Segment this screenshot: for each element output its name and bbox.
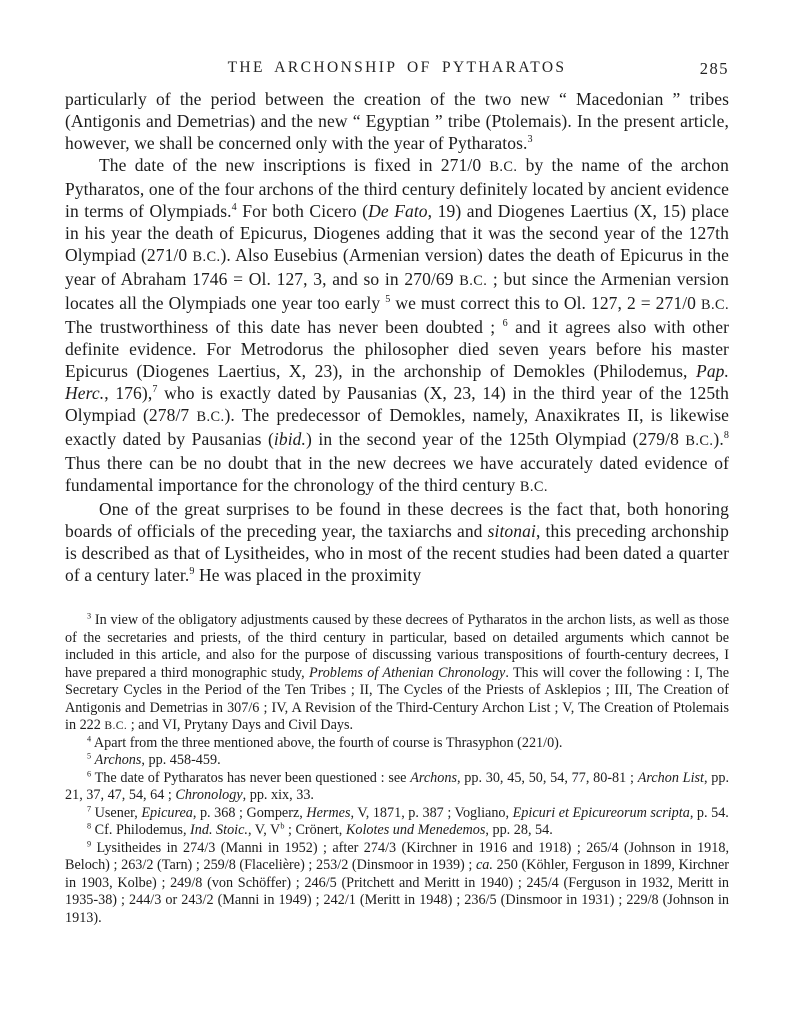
page-number: 285 xyxy=(699,59,729,78)
footnote: $^7$ Usener, Epicurea, p. 368 ; Gomperz, Hermes, V, 1871, p. 387 ; Vogliano, Epicuri et Epicureorum scripta, p. 54. xyxy=(87,803,729,821)
paragraph: One of the great surprises to be found in these decrees is the fact that, both honoring boards of officials of the preceding year, the taxiarchs and sitonai, this preceding archonship is described as that of Lysitheides, who in most of the recent studies had been dated a quarter of a century later.$^9$ He was placed in the proximity xyxy=(65,499,729,585)
article-body xyxy=(65,88,729,586)
footnote: $^6$ The date of Pytharatos has never been questioned : see Archons, pp. 30, 45, 50, 54, 77, 80-81 ; Archon List, pp. 21, 37, 47, 54, 64 ; Chronology, pp. xix, 33. xyxy=(65,768,729,803)
page-title: THE ARCHONSHIP OF PYTHARATOS xyxy=(227,59,567,76)
footnote: $^3$ In view of the obligatory adjustments caused by these decrees of Pytharatos in the archon lists, as well as those of the secretaries and priests, of the third century in particular, based on detailed arguments which cannot be included in this article, and also for the purpose of discussing various transpositions of fourth-century decrees, I have prepared a third monographic study, Problems of Athenian Chronology. This will cover the following : I, The Secretary Cycles in the Period of the Ten Tribes ; II, The Cycles of the Priests of Asklepios ; III, The Creation of Antigonis and Demetrias in 307/6 ; IV, A Revision of the Third-Century Archon List ; V, The Creation of Ptolemais in 222 B.C. ; and VI, Prytany Days and Civil Days. xyxy=(65,611,729,733)
footnote: $^9$ Lysitheides in 274/3 (Manni in 1952) ; after 274/3 (Kirchner in 1916 and 1918) ; 265/4 (Johnson in 1918, Beloch) ; 263/2 (Tarn) ; 259/8 (Flacelière) ; 253/2 (Dinsmoor in 1939) ; ca. 250 (Köhler, Ferguson in 1899, Kirchner in 1903, Kolbe) ; 249/8 (von Schöffer) ; 246/5 (Pritchett and Meritt in 1940) ; 245/4 (Ferguson in 1932, Meritt in 1935-38) ; 244/3 or 243/2 (Manni in 1949) ; 242/1 (Meritt in 1948) ; 236/5 (Dinsmoor in 1931) ; 229/8 (Johnson in 1913). xyxy=(65,838,729,926)
footnote: $^5$ Archons, pp. 458-459. xyxy=(87,751,221,768)
footnote: $^4$ Apart from the three mentioned above, the fourth of course is Thrasyphon (221/0). xyxy=(87,733,563,751)
footnote: $^8$ Cf. Philodemus, Ind. Stoic., V, $V^b$ ; Crönert, Kolotes und Menedemos, pp. 28, 54. xyxy=(87,821,553,838)
footnotes xyxy=(65,612,729,927)
paragraph: The date of the new inscriptions is fixed in 271/0 B.C. by the name of the archon Pytharatos, one of the four archons of the third century definitely located by ancient evidence in terms of Olympiads.$^4$ For both Cicero (De Fato, 19) and Diogenes Laertius (X, 15) place in his year the death of Epicurus, Diogenes adding that it was the second year of the 127th Olympiad (271/0 B.C.). Also Eusebius (Armenian version) dates the death of Epicurus in the year of Abraham 1746 = Ol. 127, 3, and so in 270/69 B.C. ; but since the Armenian version locates all the Olympiads one year too early $^5$ we must correct this to Ol. 127, 2 = 271/0 B.C. The trustworthiness of this date has never been doubted ; $^6$ and it agrees also with other definite evidence. For Metrodorus the philosopher died seven years before his master Epicurus (Diogenes Laertius, X, 23), in the archonship of Demokles (Philodemus, Pap. Herc., 176),$^7$ who is exactly dated by Pausanias (X, 23, 14) in the third year of the 125th Olympiad (278/7 B.C.). The predecessor of Demokles, namely, Anaxikrates II, is likewise exactly dated by Pausanias (ibid.) in the second year of the 125th Olympiad (279/8 B.C.).$^8$ Thus there can be no doubt that in the new decrees we have accurately dated evidence of fundamental importance for the chronology of the third century B.C. xyxy=(65,155,730,495)
running-head xyxy=(65,59,729,81)
paragraph: particularly of the period between the creation of the two new “ Macedonian ” tribes (Antigonis and Demetrias) and the new “ Egyptian ” tribe (Ptolemais). In the present article, however, we shall be concerned only with the year of Pytharatos.$^3$ xyxy=(65,89,729,153)
